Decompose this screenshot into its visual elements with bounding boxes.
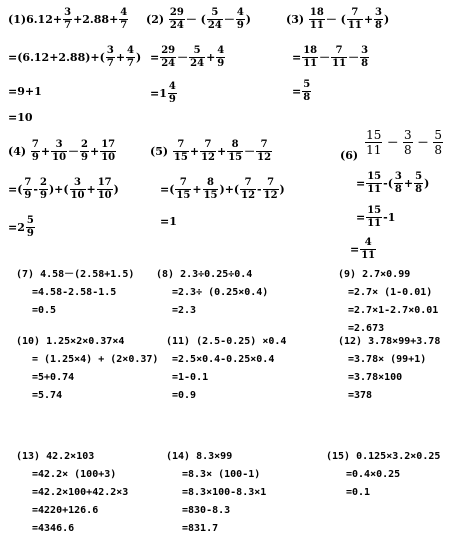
denominator: 11	[347, 20, 362, 31]
denominator: 9	[217, 58, 225, 69]
problem-label: (1)	[8, 13, 27, 26]
numerator: 29	[161, 45, 176, 56]
numerator: 18	[309, 7, 324, 18]
expr-text: +	[206, 51, 216, 64]
numerator: 7	[244, 177, 252, 188]
fraction	[414, 172, 423, 195]
fraction	[360, 238, 376, 261]
problem-12-line-4: =378	[348, 390, 373, 401]
fraction	[70, 178, 86, 201]
fraction	[240, 178, 256, 201]
problem-6-line-3	[356, 206, 395, 229]
expr-text: )	[384, 13, 390, 26]
expr-text: － (	[185, 13, 206, 26]
denominator: 7	[120, 20, 128, 31]
denominator: 9	[39, 190, 47, 201]
denominator: 15	[176, 190, 191, 201]
denominator: 15	[203, 190, 218, 201]
problem-8-line-1: (8) 2.3÷0.25÷0.4	[156, 269, 253, 280]
numerator: 4	[120, 7, 128, 18]
fraction	[394, 172, 403, 195]
fraction	[31, 140, 40, 163]
problem-3-line-3	[292, 80, 312, 103]
fraction	[403, 129, 413, 156]
numerator: 5	[434, 128, 443, 142]
denominator: 12	[257, 152, 272, 163]
problem-3-line-2	[292, 46, 370, 69]
expr-text: )	[279, 183, 285, 196]
problem-5-line-1	[150, 140, 273, 163]
expr-text: )+(	[219, 183, 240, 196]
problem-14-line-3: =8.3×100-8.3×1	[182, 487, 267, 498]
numerator: 7	[267, 177, 275, 188]
expr-text: +	[115, 51, 126, 64]
fraction	[360, 46, 369, 69]
problem-12-line-3: =3.78×100	[348, 372, 403, 383]
problem-9-line-1: (9) 2.7×0.99	[338, 269, 411, 280]
denominator: 9	[31, 152, 39, 163]
denominator: 8	[375, 20, 382, 31]
expr-text: -	[33, 183, 38, 196]
denominator: 9	[236, 20, 244, 31]
numerator: 3	[64, 7, 72, 18]
numerator: 18	[303, 45, 318, 56]
expr-text: 6.12+	[26, 13, 63, 26]
fraction	[26, 216, 35, 239]
problem-4-line-3	[8, 216, 36, 239]
problem-9-line-4: =2.673	[348, 323, 385, 334]
numerator: 5	[303, 79, 311, 90]
expr-text: =1	[150, 87, 167, 100]
problem-4-line-1	[8, 140, 117, 163]
problem-15-line-2: =0.4×0.25	[346, 469, 401, 480]
problem-13-line-3: =42.2×100+42.2×3	[32, 487, 129, 498]
fraction	[366, 206, 382, 229]
expr-text: －	[68, 145, 80, 158]
numerator: 3	[361, 45, 369, 56]
fraction	[366, 172, 382, 195]
denominator: 9	[26, 228, 34, 239]
fraction	[189, 46, 205, 69]
problem-14-line-2: =8.3× (100-1)	[182, 469, 261, 480]
fraction	[63, 8, 72, 31]
problem-1-line-2	[8, 46, 141, 69]
problem-10-line-1: (10) 1.25×2×0.37×4	[16, 336, 125, 347]
problem-15-line-1: (15) 0.125×3.2×0.25	[326, 451, 441, 462]
expr-text: +	[40, 145, 51, 158]
problem-6-line-2	[356, 172, 429, 195]
fraction	[263, 178, 279, 201]
expr-text: -	[257, 183, 262, 196]
problem-11-line-4: =0.9	[172, 390, 197, 401]
problem-8-line-2: =2.3÷ (0.25×0.4)	[172, 287, 269, 298]
expr-text: )	[113, 183, 119, 196]
denominator: 9	[24, 190, 32, 201]
expr-text: － (	[325, 13, 346, 26]
expr-text: －	[177, 51, 189, 64]
denominator: 24	[190, 58, 205, 69]
problem-1-line-4: =10	[8, 111, 33, 124]
fraction	[200, 140, 216, 163]
numerator: 4	[168, 81, 176, 92]
numerator: 8	[231, 139, 239, 150]
problem-3-line-1	[286, 8, 389, 31]
fraction	[236, 8, 245, 31]
denominator: 11	[309, 20, 324, 31]
fraction	[256, 140, 272, 163]
problem-9-line-2: =2.7× (1-0.01)	[348, 287, 433, 298]
problem-5-line-3: =1	[160, 215, 177, 228]
denominator: 24	[169, 20, 184, 31]
problem-2-line-3	[150, 82, 178, 105]
expr-text: －	[244, 145, 256, 158]
expr-text: +	[216, 145, 227, 158]
denominator: 8	[361, 58, 369, 69]
denominator: 10	[52, 152, 67, 163]
problem-1-line-3: =9+1	[8, 85, 42, 98]
fraction	[433, 129, 443, 156]
expr-text: －	[417, 136, 429, 149]
problem-11-line-1: (11) (2.5-0.25) ×0.4	[166, 336, 287, 347]
numerator: 4	[217, 45, 225, 56]
denominator: 24	[207, 20, 222, 31]
problem-10-line-3: =5+0.74	[32, 372, 75, 383]
numerator: 3	[74, 177, 82, 188]
numerator: 15	[367, 171, 382, 182]
fraction	[169, 8, 185, 31]
expr-text: +	[403, 177, 414, 190]
expr-text: =	[292, 51, 302, 64]
problem-2-line-2	[150, 46, 226, 69]
expr-text: =(	[8, 183, 23, 196]
expr-text: -(	[383, 177, 393, 190]
problem-7-line-3: =0.5	[32, 305, 57, 316]
fraction	[23, 178, 32, 201]
expr-text: )+(	[48, 183, 69, 196]
problem-label: (5)	[150, 145, 169, 158]
expr-text: +	[86, 183, 96, 196]
expr-text: =	[350, 243, 360, 256]
denominator: 15	[173, 152, 188, 163]
fraction	[160, 46, 176, 69]
expr-text: －	[319, 51, 331, 64]
fraction	[106, 46, 115, 69]
expr-text: +	[363, 13, 374, 26]
numerator: 7	[260, 139, 268, 150]
fraction	[374, 8, 383, 31]
fraction	[80, 140, 89, 163]
numerator: 17	[101, 139, 116, 150]
denominator: 11	[367, 218, 382, 229]
fraction	[100, 140, 116, 163]
denominator: 11	[303, 58, 318, 69]
denominator: 8	[404, 143, 412, 157]
numerator: 3	[375, 7, 382, 18]
problem-5-line-2	[160, 178, 285, 201]
problem-13-line-1: (13) 42.2×103	[16, 451, 95, 462]
problem-12-line-1: (12) 3.78×99+3.78	[338, 336, 441, 347]
fraction	[302, 80, 311, 103]
denominator: 8	[434, 143, 443, 157]
expr-text: =2	[8, 221, 25, 234]
expr-text: +2.88+	[73, 13, 119, 26]
fraction	[227, 140, 243, 163]
problem-1-line-1	[8, 8, 129, 31]
denominator: 11	[366, 143, 382, 157]
problem-label: (2)	[146, 13, 165, 26]
expr-text: )	[136, 51, 142, 64]
denominator: 11	[332, 58, 347, 69]
denominator: 12	[241, 190, 256, 201]
expr-text: )	[245, 13, 251, 26]
fraction	[51, 140, 67, 163]
problem-13-line-4: =4220+126.6	[32, 505, 99, 516]
denominator: 11	[367, 184, 382, 195]
numerator: 7	[177, 139, 185, 150]
numerator: 15	[367, 205, 382, 216]
expr-text: =(	[160, 183, 175, 196]
denominator: 12	[201, 152, 215, 163]
problem-label: (3)	[286, 13, 305, 26]
numerator: 4	[127, 45, 135, 56]
problem-6-line-1	[340, 124, 444, 161]
numerator: 17	[97, 177, 112, 188]
fraction	[168, 82, 177, 105]
problem-13-line-5: =4346.6	[32, 523, 75, 534]
numerator: 7	[179, 177, 187, 188]
problem-12-line-2: =3.78× (99+1)	[348, 354, 427, 365]
fraction	[207, 8, 223, 31]
numerator: 7	[31, 139, 39, 150]
problem-14-line-5: =831.7	[182, 523, 219, 534]
problem-label: (4)	[8, 145, 27, 158]
expr-text: )	[424, 177, 430, 190]
numerator: 4	[364, 237, 372, 248]
denominator: 10	[70, 190, 85, 201]
problem-10-line-4: =5.74	[32, 390, 63, 401]
denominator: 12	[263, 190, 278, 201]
problem-13-line-2: =42.2× (100+3)	[32, 469, 117, 480]
problem-4-line-2	[8, 178, 119, 201]
problem-11-line-3: =1-0.1	[172, 372, 209, 383]
numerator: 15	[366, 128, 382, 142]
fraction	[309, 8, 325, 31]
denominator: 10	[101, 152, 116, 163]
numerator: 4	[236, 7, 244, 18]
numerator: 5	[211, 7, 219, 18]
expr-text: －	[223, 13, 235, 26]
problem-9-line-3: =2.7×1-2.7×0.01	[348, 305, 439, 316]
problem-10-line-2: = (1.25×4) + (2×0.37)	[32, 354, 159, 365]
denominator: 7	[106, 58, 114, 69]
denominator: 24	[161, 58, 176, 69]
numerator: 7	[335, 45, 343, 56]
denominator: 7	[64, 20, 72, 31]
expr-text: -1	[383, 211, 396, 224]
denominator: 15	[228, 152, 243, 163]
expr-text: =	[292, 85, 302, 98]
denominator: 7	[127, 58, 135, 69]
fraction	[39, 178, 48, 201]
fraction	[365, 129, 382, 156]
problem-7-line-2: =4.58-2.58-1.5	[32, 287, 117, 298]
problem-7-line-1: (7) 4.58－(2.58+1.5)	[16, 269, 135, 280]
problem-label: (6)	[340, 149, 359, 162]
denominator: 8	[415, 184, 423, 195]
numerator: 3	[55, 139, 63, 150]
numerator: 5	[415, 171, 423, 182]
expr-text: =	[150, 51, 160, 64]
numerator: 7	[204, 139, 212, 150]
fraction	[203, 178, 219, 201]
expr-text: +	[192, 183, 202, 196]
problem-14-line-4: =830-8.3	[182, 505, 231, 516]
numerator: 8	[207, 177, 214, 188]
expr-text: +	[90, 145, 100, 158]
problem-2-line-1	[146, 8, 251, 31]
numerator: 2	[81, 139, 88, 150]
fraction	[302, 46, 318, 69]
denominator: 8	[303, 92, 311, 103]
numerator: 3	[106, 45, 114, 56]
expr-text: －	[348, 51, 360, 64]
problem-15-line-3: =0.1	[346, 487, 371, 498]
problem-14-line-1: (14) 8.3×99	[166, 451, 233, 462]
expr-text: =	[356, 211, 366, 224]
expr-text: +	[189, 145, 200, 158]
numerator: 5	[193, 45, 201, 56]
expr-text: =(6.12+2.88)+(	[8, 51, 105, 64]
fraction	[216, 46, 225, 69]
denominator: 9	[81, 152, 88, 163]
denominator: 9	[168, 94, 176, 105]
denominator: 8	[394, 184, 402, 195]
problem-8-line-3: =2.3	[172, 305, 197, 316]
fraction	[331, 46, 347, 69]
expr-text: =	[356, 177, 366, 190]
fraction	[126, 46, 135, 69]
numerator: 29	[169, 7, 184, 18]
fraction	[173, 140, 189, 163]
fraction	[347, 8, 363, 31]
problem-6-line-4	[350, 238, 377, 261]
problem-11-line-2: =2.5×0.4-0.25×0.4	[172, 354, 275, 365]
fraction	[175, 178, 191, 201]
numerator: 5	[26, 215, 34, 226]
denominator: 10	[97, 190, 112, 201]
fraction	[119, 8, 128, 31]
fraction	[97, 178, 113, 201]
numerator: 2	[39, 177, 47, 188]
expr-text: －	[387, 136, 399, 149]
denominator: 11	[361, 250, 376, 261]
numerator: 7	[351, 7, 359, 18]
numerator: 7	[24, 177, 32, 188]
numerator: 3	[394, 171, 402, 182]
numerator: 3	[404, 128, 412, 142]
